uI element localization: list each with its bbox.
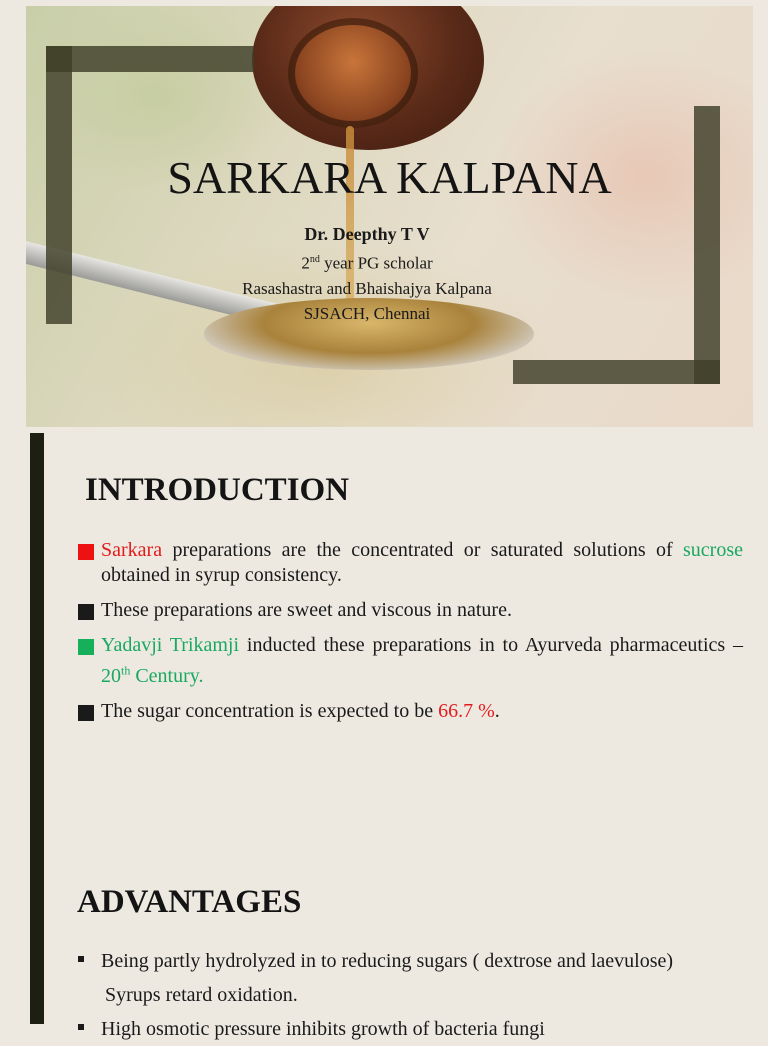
advantages-list	[78, 944, 748, 1046]
square-bullet-icon	[78, 544, 94, 560]
item-text: The sugar concentration is expected to be	[101, 699, 439, 722]
highlight-text	[101, 665, 203, 687]
title-slide	[26, 6, 753, 427]
year-text: year PG scholar	[319, 253, 433, 273]
frame-bracket-bottom	[513, 360, 720, 384]
highlight-text: Yadavji Trikamji	[101, 634, 240, 656]
author-department: Rasashastra and Bhaishajya Kalpana	[242, 278, 492, 298]
item-text: .	[494, 699, 500, 722]
author-institution: SJSACH, Chennai	[303, 303, 431, 323]
square-bullet-icon	[78, 1024, 84, 1030]
square-bullet-icon	[78, 639, 94, 655]
century-number: 20	[101, 664, 121, 687]
highlight-text: Sarkara	[101, 539, 163, 561]
item-text: Being partly hydrolyzed in to reducing sugars ( dextrose and laevulose)	[101, 950, 674, 972]
list-item	[78, 538, 743, 588]
square-bullet-icon	[78, 956, 84, 962]
item-text: preparations are the concentrated or saturated solutions of	[162, 539, 684, 561]
slide-accent-bar	[30, 433, 44, 866]
highlight-text: 66.7 %	[438, 699, 495, 722]
century-text: Century.	[130, 664, 204, 687]
bottle-mouth-image	[288, 18, 418, 128]
slide-title: SARKARA KALPANA	[167, 152, 612, 203]
century-suffix: th	[121, 663, 131, 677]
year-suffix: nd	[309, 254, 320, 265]
list-item	[78, 633, 743, 689]
author-name: Dr. Deepthy T V	[304, 224, 430, 244]
square-bullet-icon	[78, 604, 94, 620]
advantages-heading: ADVANTAGES	[77, 884, 302, 920]
item-text: High osmotic pressure inhibits growth of bacteria fungi	[101, 1018, 545, 1040]
list-item	[78, 699, 743, 724]
square-bullet-icon	[78, 705, 94, 721]
introduction-heading: INTRODUCTION	[85, 472, 350, 508]
list-item	[78, 944, 748, 1012]
list-item	[78, 1012, 748, 1046]
frame-bracket-top	[46, 46, 254, 72]
introduction-list	[78, 538, 743, 734]
author-block	[26, 222, 708, 326]
list-item	[78, 598, 743, 623]
item-text: inducted these preparations in to Ayurveda pharmaceutics –	[239, 634, 743, 656]
item-text: Syrups retard oxidation.	[105, 984, 298, 1006]
slide-accent-bar	[30, 866, 44, 1024]
item-text: These preparations are sweet and viscous in nature.	[101, 599, 512, 621]
author-year	[26, 247, 708, 276]
item-text: obtained in syrup consistency.	[101, 564, 342, 586]
highlight-text: sucrose	[683, 539, 743, 561]
year-number: 2	[301, 253, 310, 273]
